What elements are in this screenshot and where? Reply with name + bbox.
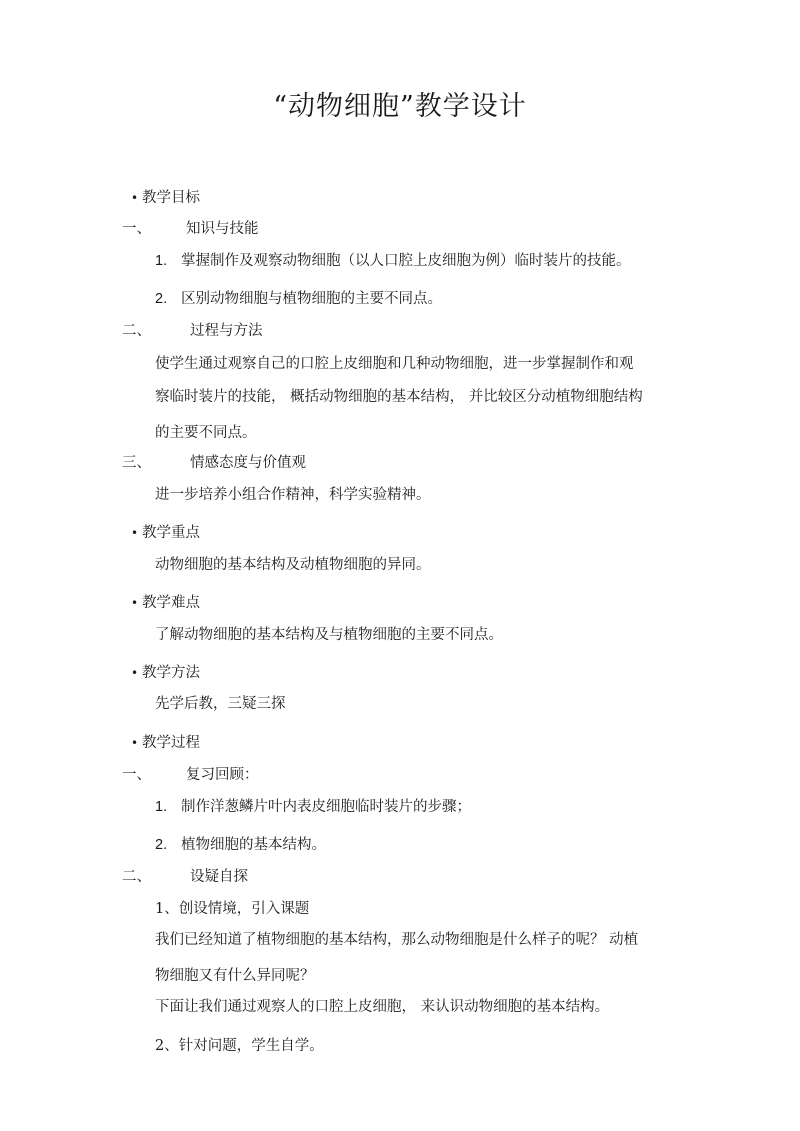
- process-s2-step-2: 2、针对问题，学生自学。: [155, 1038, 324, 1054]
- goals-s2-heading: [122, 321, 263, 341]
- method-text: 先学后教，三疑三探: [155, 696, 286, 712]
- item-number: 2.: [155, 837, 168, 853]
- item-text: 区别动物细胞与植物细胞的主要不同点。: [181, 291, 442, 307]
- goals-s2-para-line: 察临时装片的技能， 概括动物细胞的基本结构， 并比较区分动植物细胞结构: [155, 389, 643, 405]
- goals-s3-heading: [122, 453, 306, 473]
- section-label: 过程与方法: [190, 323, 263, 339]
- section-number: 二、: [122, 869, 151, 885]
- process-s2-para-line: 下面让我们通过观察人的口腔上皮细胞， 来认识动物细胞的基本结构。: [155, 999, 610, 1015]
- key-text: 动物细胞的基本结构及动植物细胞的异同。: [155, 557, 431, 573]
- heading-text: 教学目标: [142, 190, 200, 206]
- section-number: 一、: [122, 221, 151, 237]
- section-key-heading: [131, 523, 200, 543]
- process-s2-para-line: 我们已经知道了植物细胞的基本结构，那么动物细胞是什么样子的呢？ 动植: [155, 932, 639, 948]
- process-s1-item-1: [155, 797, 471, 817]
- section-difficult-heading: [131, 593, 200, 613]
- heading-text: 教学方法: [142, 665, 200, 681]
- section-label: 知识与技能: [186, 221, 259, 237]
- goals-s2-para-line: 的主要不同点。: [155, 425, 257, 441]
- section-label: 复习回顾：: [186, 767, 259, 783]
- section-method-heading: [131, 663, 200, 683]
- item-number: 1.: [155, 253, 168, 269]
- heading-text: 教学难点: [142, 595, 200, 611]
- difficult-text: 了解动物细胞的基本结构及与植物细胞的主要不同点。: [155, 627, 503, 643]
- item-text: 掌握制作及观察动物细胞（以人口腔上皮细胞为例）临时装片的技能。: [181, 253, 631, 269]
- section-label: 设疑自探: [190, 869, 248, 885]
- item-number: 1.: [155, 799, 168, 815]
- section-number: 三、: [122, 455, 151, 471]
- goals-s3-para-line: 进一步培养小组合作精神，科学实验精神。: [155, 487, 431, 503]
- process-s2-step-1: 1、创设情境，引入课题: [155, 901, 310, 917]
- goals-s2-para-line: 使学生通过观察自己的口腔上皮细胞和几种动物细胞，进一步掌握制作和观: [155, 356, 634, 372]
- section-label: 情感态度与价值观: [190, 455, 306, 471]
- goals-s1-item-1: [155, 251, 631, 271]
- item-text: 制作洋葱鳞片叶内表皮细胞临时装片的步骤；: [181, 799, 471, 815]
- item-text: 植物细胞的基本结构。: [181, 837, 326, 853]
- process-s1-heading: [122, 765, 259, 785]
- goals-s1-heading: [122, 219, 259, 239]
- heading-text: 教学过程: [142, 735, 200, 751]
- section-goals-heading: [131, 188, 200, 208]
- section-number: 二、: [122, 323, 151, 339]
- item-number: 2.: [155, 291, 168, 307]
- section-process-heading: [131, 733, 200, 753]
- document-title: “动物细胞”教学设计: [273, 91, 527, 122]
- process-s2-heading: [122, 867, 248, 887]
- process-s1-item-2: [155, 835, 326, 855]
- heading-text: 教学重点: [142, 525, 200, 541]
- goals-s1-item-2: [155, 289, 442, 309]
- process-s2-para-line: 物细胞又有什么异同呢？: [155, 968, 315, 984]
- section-number: 一、: [122, 767, 151, 783]
